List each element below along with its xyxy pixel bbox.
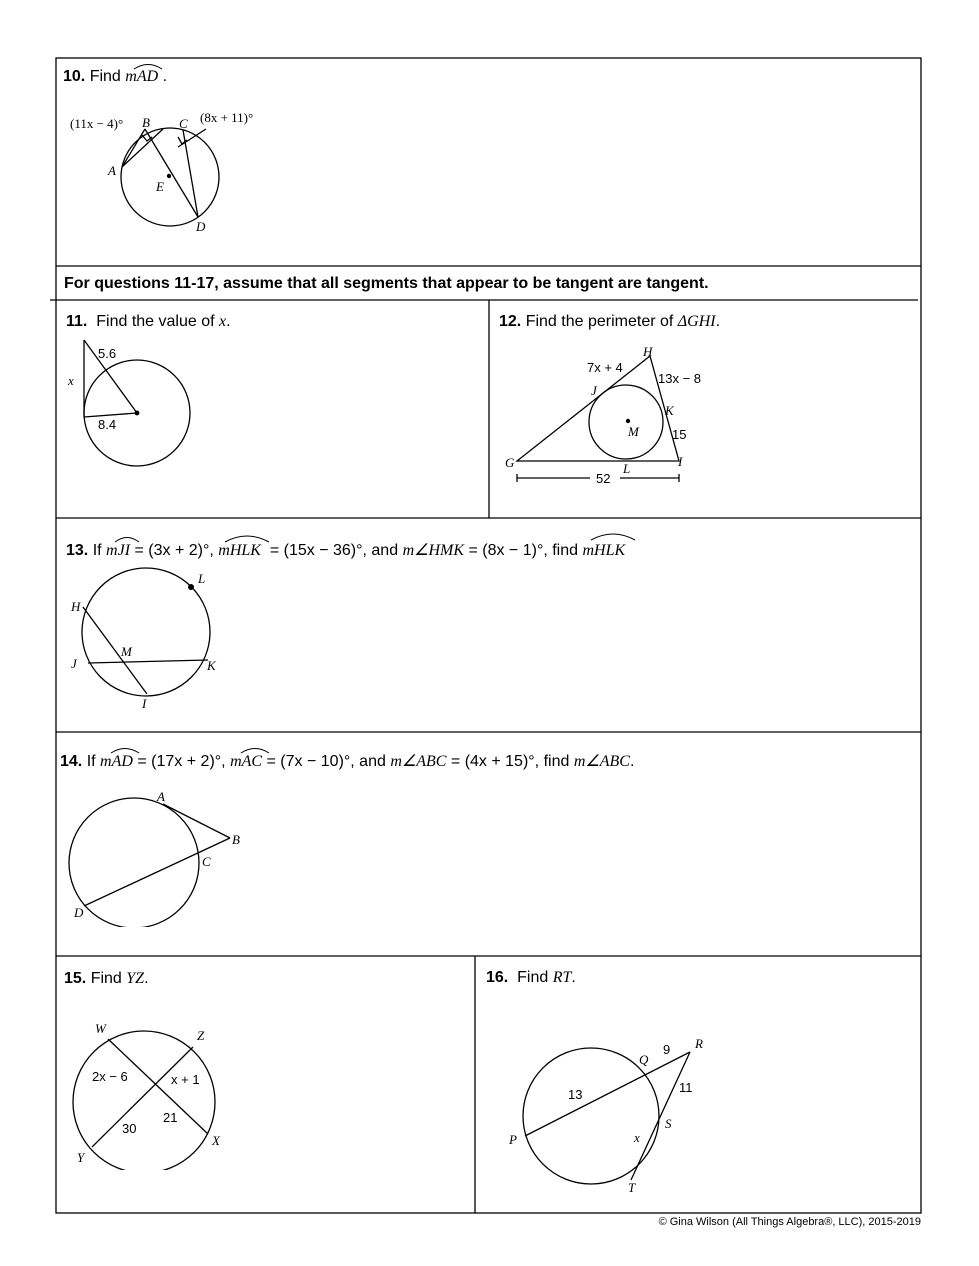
q16-segment-qr: 9 [663, 1042, 671, 1057]
q12-segment-ki: 15 [672, 427, 687, 442]
q12-segment-gi: 52 [596, 471, 611, 486]
q15-number: 15. [64, 970, 87, 987]
q16-segment-pq: 13 [568, 1087, 583, 1102]
q11-segment-radius: 8.4 [98, 417, 117, 432]
q10-label-d: D [196, 219, 206, 234]
q12-suffix: . [715, 313, 721, 330]
q12-prompt-text: Find the perimeter of [525, 313, 674, 330]
q14-arc-ad: mAD [100, 753, 133, 770]
q14-angle: m∠ABC [390, 753, 447, 770]
q11-suffix: . [226, 313, 231, 330]
q15-suffix: . [144, 970, 149, 987]
q13-arc-ji: mJI [106, 542, 130, 559]
q14-label-c: C [202, 854, 211, 869]
q16-suffix: . [571, 969, 576, 986]
q12-label-i: I [678, 454, 683, 469]
q13-val-angle: = (8x − 1)°, find [468, 542, 579, 559]
q13-if: If [92, 542, 102, 559]
q12-prompt [499, 313, 720, 331]
q13-diagram [60, 562, 230, 717]
q11-prompt-text: Find the value of [96, 313, 215, 330]
q10-suffix: . [162, 68, 168, 85]
q13-target: mHLK [582, 542, 625, 559]
q10-prompt [63, 68, 167, 86]
arc-symbol [590, 531, 636, 541]
q13-prompt [66, 540, 625, 560]
copyright-footer: © Gina Wilson (All Things Algebra®, LLC), 2015-2019 [658, 1216, 921, 1228]
q14-label-a: A [157, 789, 165, 804]
q13-label-i: I [142, 696, 147, 711]
q16-label-s: S [665, 1116, 672, 1131]
q12-segment-hk: 13x − 8 [658, 371, 702, 386]
q12-label-g: G [505, 455, 515, 470]
q12-label-j: J [591, 383, 597, 398]
arc-symbol [224, 533, 270, 543]
q16-prompt [486, 969, 576, 987]
q11-number: 11. [66, 313, 88, 330]
q13-number: 13. [66, 542, 89, 559]
q15-segment-w: 2x − 6 [92, 1069, 128, 1084]
q15-diagram [60, 1015, 240, 1170]
q14-val-ad: = (17x + 2)°, [137, 753, 226, 770]
q10-diagram [60, 100, 320, 250]
q14-arc-ac: mAC [230, 753, 262, 770]
q13-label-m: M [121, 644, 132, 659]
q15-label-z: Z [197, 1028, 205, 1043]
q10-angle-b: (11x − 4)° [70, 116, 124, 131]
q13-label-h: H [71, 599, 81, 614]
q12-diagram [495, 338, 735, 493]
q14-label-d: D [74, 905, 84, 920]
q10-angle-c: (8x + 11)° [200, 110, 254, 125]
arc-symbol [110, 746, 140, 754]
q15-target: YZ [126, 970, 145, 987]
q16-segment-rs: 11 [679, 1080, 693, 1095]
q11-segment-top: 5.6 [98, 346, 117, 361]
q10-prompt-text: Find [89, 68, 121, 85]
q12-label-l: L [623, 461, 631, 476]
q11-prompt [66, 313, 231, 331]
q10-label-c: C [179, 116, 188, 131]
q14-diagram [60, 782, 260, 927]
q15-label-x: X [212, 1133, 220, 1148]
q14-target: m∠ABC [573, 753, 630, 770]
q12-triangle: ΔGHI [677, 313, 716, 330]
q14-if: If [86, 753, 96, 770]
q10-number: 10. [63, 68, 86, 85]
q10-target-arc: mAD [125, 68, 158, 85]
q14-val-ac: = (7x − 10)°, and [266, 753, 386, 770]
q10-label-e: E [156, 179, 164, 194]
q13-arc-hlk: mHLK [218, 542, 261, 559]
q13-angle: m∠HMK [402, 542, 465, 559]
q13-label-k: K [207, 658, 216, 673]
q14-label-b: B [232, 832, 240, 847]
q12-label-h: H [643, 344, 653, 359]
q15-label-w: W [95, 1021, 106, 1036]
q16-number: 16. [486, 969, 509, 986]
q15-prompt [64, 970, 149, 988]
q16-prompt-text: Find [517, 969, 549, 986]
q16-segment-st: x [634, 1130, 640, 1145]
q15-segment-x: 21 [163, 1110, 178, 1125]
q13-val-hlk: = (15x − 36)°, and [269, 542, 399, 559]
arc-symbol [133, 62, 163, 70]
q15-segment-y: 30 [122, 1121, 137, 1136]
q14-val-angle: = (4x + 15)°, find [450, 753, 570, 770]
q11-segment-side: x [68, 373, 74, 388]
q16-label-p: P [509, 1132, 517, 1147]
q13-label-l: L [198, 571, 206, 586]
instructions: For questions 11-17, assume that all segments that appear to be tangent are tangent. [64, 275, 709, 292]
q11-diagram [60, 335, 210, 475]
q15-segment-z: x + 1 [171, 1072, 200, 1087]
q16-label-t: T [628, 1180, 636, 1195]
q15-prompt-text: Find [90, 970, 122, 987]
q16-target: RT [552, 969, 572, 986]
q16-diagram [495, 1030, 735, 1200]
q12-label-k: K [665, 403, 674, 418]
q16-label-q: Q [639, 1052, 649, 1067]
q16-label-r: R [695, 1036, 703, 1051]
arc-symbol [114, 535, 140, 543]
q13-val-ji: = (3x + 2)°, [134, 542, 214, 559]
q10-label-a: A [108, 163, 116, 178]
q10-label-b: B [142, 115, 150, 130]
q15-label-y: Y [77, 1150, 85, 1165]
q14-suffix: . [629, 753, 635, 770]
q13-label-j: J [71, 656, 77, 671]
q11-variable: x [219, 313, 227, 330]
q14-prompt [60, 751, 634, 771]
arc-symbol [240, 746, 270, 754]
q12-segment-hj: 7x + 4 [587, 360, 623, 375]
q12-label-m: M [628, 424, 639, 439]
q14-number: 14. [60, 753, 83, 770]
q12-number: 12. [499, 313, 522, 330]
